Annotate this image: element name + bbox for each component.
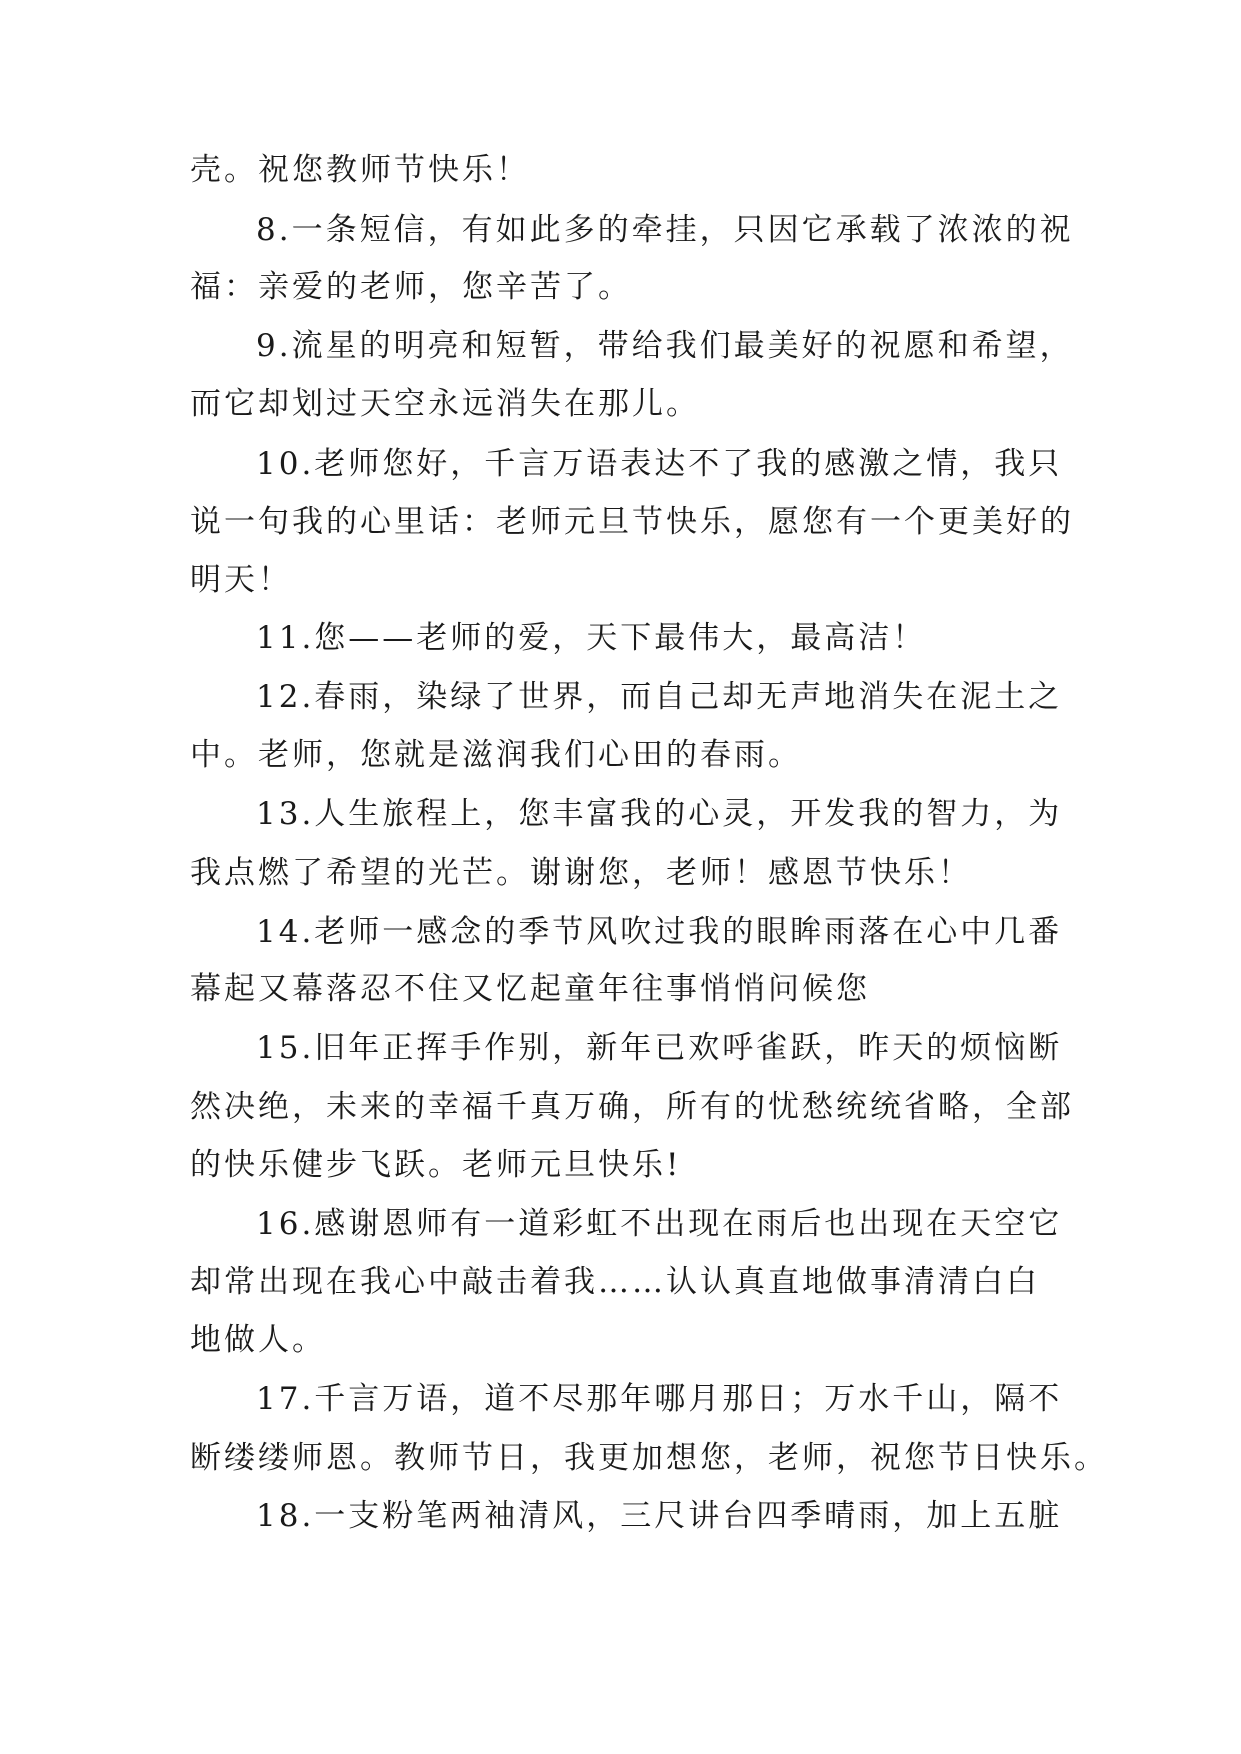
text-line: 然决绝，未来的幸福千真万确，所有的忧愁统统省略，全部	[190, 1089, 1074, 1125]
text-line: 16.感谢恩师有一道彩虹不出现在雨后也出现在天空它	[256, 1206, 1063, 1242]
text-line: 8.一条短信，有如此多的牵挂，只因它承载了浓浓的祝	[256, 212, 1074, 248]
text-line: 9.流星的明亮和短暂，带给我们最美好的祝愿和希望，	[256, 328, 1074, 364]
text-line: 11.您——老师的爱，天下最伟大，最高洁！	[256, 620, 927, 656]
text-line: 12.春雨，染绿了世界，而自己却无声地消失在泥土之	[256, 679, 1063, 715]
text-line: 幕起又幕落忍不住又忆起童年往事悄悄问候您	[190, 971, 870, 1007]
text-line: 地做人。	[190, 1322, 326, 1358]
text-line: 断缕缕师恩。教师节日，我更加想您，老师，祝您节日快乐。	[190, 1440, 1108, 1476]
text-line: 15.旧年正挥手作别，新年已欢呼雀跃，昨天的烦恼断	[256, 1030, 1063, 1066]
text-line: 18.一支粉笔两袖清风，三尺讲台四季晴雨，加上五脏	[256, 1498, 1063, 1534]
text-line: 13.人生旅程上，您丰富我的心灵，开发我的智力，为	[256, 796, 1063, 832]
text-line: 明天！	[190, 562, 292, 598]
text-line: 我点燃了希望的光芒。谢谢您，老师！感恩节快乐！	[190, 855, 972, 891]
text-line: 壳。祝您教师节快乐！	[190, 152, 530, 188]
text-line: 的快乐健步飞跃。老师元旦快乐!	[190, 1147, 682, 1183]
text-line: 10.老师您好，千言万语表达不了我的感激之情，我只	[256, 446, 1063, 482]
text-line: 福：亲爱的老师，您辛苦了。	[190, 269, 632, 305]
text-line: 17.千言万语，道不尽那年哪月那日；万水千山，隔不	[256, 1381, 1063, 1417]
text-line: 说一句我的心里话：老师元旦节快乐，愿您有一个更美好的	[190, 504, 1074, 540]
text-line: 14.老师一感念的季节风吹过我的眼眸雨落在心中几番	[256, 914, 1063, 950]
text-line: 而它却划过天空永远消失在那儿。	[190, 386, 700, 422]
text-line: 却常出现在我心中敲击着我……认认真直地做事清清白白	[190, 1264, 1040, 1300]
text-line: 中。老师，您就是滋润我们心田的春雨。	[190, 737, 802, 773]
